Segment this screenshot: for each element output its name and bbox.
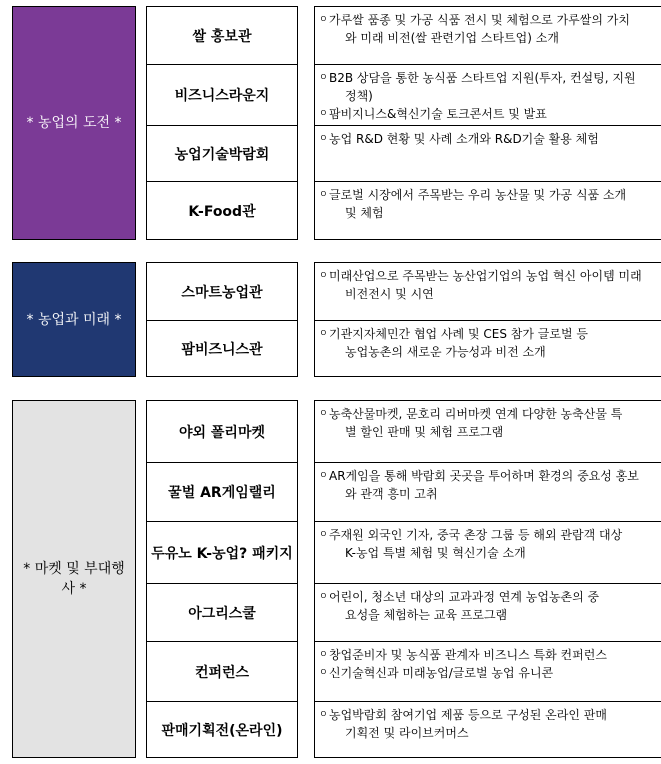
program-name: 스마트농업관: [146, 262, 298, 321]
description-text: 글로벌 시장에서 주목받는 우리 농산물 및 가공 식품 소개: [329, 188, 627, 202]
bullet-line: [319, 706, 661, 724]
program-name: 아그리스쿨: [146, 583, 298, 642]
bullet-marker: ㅇ: [319, 592, 328, 602]
section-category: * 마켓 및 부대행 사 *: [12, 400, 136, 758]
program-description: [314, 64, 661, 126]
program-description: [314, 641, 661, 702]
bullet-line: [319, 130, 661, 148]
description-text: K-농업 특별 체험 및 혁신기술 소개: [345, 546, 526, 560]
description-text: 어린이, 청소년 대상의 교과과정 연계 농업농촌의 중: [329, 590, 600, 604]
bullet-marker: ㅇ: [319, 650, 328, 660]
description-text: 농업박람회 참여기업 제품 등으로 구성된 온라인 판매: [329, 708, 607, 722]
program-name: K-Food관: [146, 181, 298, 240]
description-text: 주재원 외국인 기자, 중국 촌장 그룹 등 해외 관람객 대상: [329, 528, 623, 542]
description-text: 정책): [345, 89, 373, 103]
bullet-line: [319, 646, 661, 664]
program-name: 꿀벌 AR게임랠리: [146, 462, 298, 522]
program-name: 쌀 홍보관: [146, 6, 298, 65]
program-description: [314, 521, 661, 584]
bullet-marker: ㅇ: [319, 15, 328, 25]
bullet-marker: ㅇ: [319, 109, 328, 119]
program-name: 농업기술박람회: [146, 125, 298, 182]
section-category: * 농업의 도전 *: [12, 6, 136, 240]
program-description: [314, 320, 661, 377]
bullet-marker: ㅇ: [319, 668, 328, 678]
program-description: [314, 583, 661, 642]
bullet-line: [319, 526, 661, 544]
program-description: [314, 262, 661, 321]
description-text: 가루쌀 품종 및 가공 식품 전시 및 체험으로 가루쌀의 가치: [329, 13, 630, 27]
description-text: 팜비지니스&혁신기술 토크콘서트 및 발표: [329, 107, 547, 121]
program-name: 야외 폴리마켓: [146, 400, 298, 463]
bullet-line: [319, 664, 661, 682]
program-name: 팜비즈니스관: [146, 320, 298, 377]
program-description: [314, 400, 661, 463]
description-text: 와 관객 흥미 고취: [345, 487, 438, 501]
bullet-marker: ㅇ: [319, 329, 328, 339]
description-text: 기획전 및 라이브커머스: [345, 726, 469, 740]
description-text: 농축산물마켓, 문호리 리버마켓 연계 다양한 농축산물 특: [329, 407, 623, 421]
bullet-marker: ㅇ: [319, 190, 328, 200]
program-description: [314, 181, 661, 240]
program-name: 비즈니스라운지: [146, 64, 298, 126]
description-text: 농업 R&D 현황 및 사례 소개와 R&D기술 활용 체험: [329, 132, 599, 146]
program-name: 컨퍼런스: [146, 641, 298, 702]
program-description: [314, 6, 661, 65]
description-text: AR게임을 통해 박람회 곳곳을 투어하며 환경의 중요성 홍보: [329, 469, 639, 483]
program-description: [314, 462, 661, 522]
bullet-line: [319, 186, 661, 204]
description-text: 기관지자체민간 협업 사례 및 CES 참가 글로벌 등: [329, 327, 588, 341]
description-text: 신기술혁신과 미래농업/글로벌 농업 유니콘: [329, 666, 554, 680]
program-description: [314, 701, 661, 758]
description-text: 미래산업으로 주목받는 농산업기업의 농업 혁신 아이템 미래: [329, 269, 642, 283]
description-text: 창업준비자 및 농식품 관계자 비즈니스 특화 컨퍼런스: [329, 648, 607, 662]
program-name: 판매기획전(온라인): [146, 701, 298, 758]
bullet-line: [319, 105, 661, 123]
program-description: [314, 125, 661, 182]
section-category: * 농업과 미래 *: [12, 262, 136, 377]
bullet-line: [319, 467, 661, 485]
description-text: 요성을 체험하는 교육 프로그램: [345, 608, 508, 622]
program-name: 두유노 K-농업? 패키지: [146, 521, 298, 584]
bullet-line: [319, 405, 661, 423]
description-text: 비전전시 및 시연: [345, 287, 434, 301]
bullet-marker: ㅇ: [319, 710, 328, 720]
description-text: 및 체험: [345, 206, 384, 220]
bullet-marker: ㅇ: [319, 530, 328, 540]
bullet-marker: ㅇ: [319, 134, 328, 144]
bullet-marker: ㅇ: [319, 471, 328, 481]
description-text: 농업농촌의 새로운 가능성과 비전 소개: [345, 345, 546, 359]
description-text: 와 미래 비전(쌀 관련기업 스타트업) 소개: [345, 31, 559, 45]
bullet-line: [319, 11, 661, 29]
bullet-marker: ㅇ: [319, 409, 328, 419]
bullet-line: [319, 325, 661, 343]
bullet-line: [319, 588, 661, 606]
bullet-marker: ㅇ: [319, 73, 328, 83]
description-text: B2B 상담을 통한 농식품 스타트업 지원(투자, 컨설팅, 지원: [329, 71, 636, 85]
description-text: 별 할인 판매 및 체험 프로그램: [345, 425, 504, 439]
bullet-line: [319, 69, 661, 87]
bullet-marker: ㅇ: [319, 271, 328, 281]
bullet-line: [319, 267, 661, 285]
